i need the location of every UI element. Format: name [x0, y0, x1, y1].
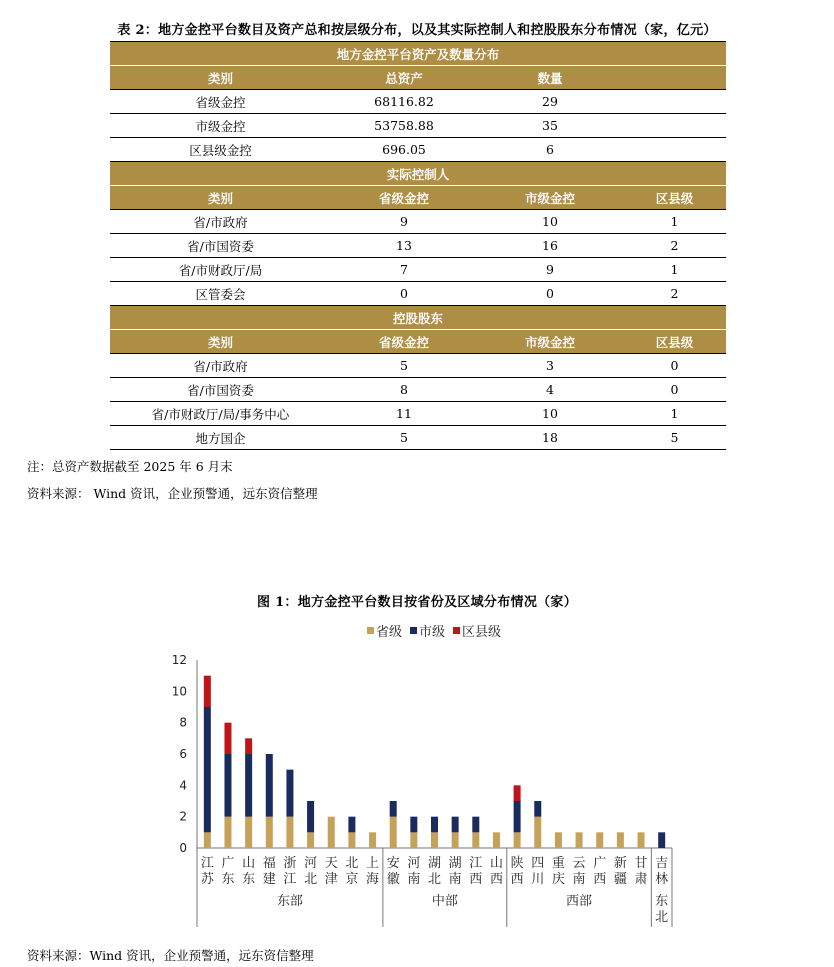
table-caption: 表 2：地方金控平台数目及资产总和按层级分布，以及其实际控制人和控股股东分布情况（家，亿元）: [117, 23, 717, 38]
column-header: 类别: [110, 66, 331, 90]
table-cell: 18: [477, 426, 623, 450]
x-tick-label: 北京: [345, 856, 359, 887]
table-row: [110, 378, 726, 402]
table-cell: 0: [331, 282, 477, 306]
header-row: [110, 186, 726, 210]
bar-segment: [617, 832, 624, 848]
table-cell: 9: [331, 210, 477, 234]
table-cell: 省/市国资委: [110, 378, 331, 402]
x-tick-label: 甘肃: [634, 856, 648, 887]
legend-label: 市级: [419, 625, 446, 640]
column-header-empty: [623, 66, 726, 90]
bar-segment: [452, 817, 459, 833]
section-title-row: [110, 306, 726, 330]
table-cell: 3: [477, 354, 623, 378]
x-tick-label: 河北: [304, 856, 318, 887]
table-cell: 10: [477, 402, 623, 426]
header-row: [110, 66, 726, 90]
bar-segment: [514, 832, 521, 848]
table-cell: 2: [623, 282, 726, 306]
column-header: 数量: [477, 66, 623, 90]
bar-segment: [596, 832, 603, 848]
table-cell: 1: [623, 258, 726, 282]
x-tick-label: 四川: [531, 856, 545, 887]
table-row: [110, 138, 726, 162]
bar-segment: [576, 832, 583, 848]
bar-segment: [204, 832, 211, 848]
asset-distribution-table: [110, 41, 726, 450]
bar-segment: [266, 817, 273, 848]
x-tick-label: 天津: [324, 856, 338, 887]
bar-segment: [390, 817, 397, 848]
stacked-bar-chart: [0, 615, 834, 935]
table-cell: 10: [477, 210, 623, 234]
figure-source: 资料来源：Wind 资讯，企业预警通，远东资信整理: [27, 948, 314, 963]
x-tick-label: 福建: [262, 856, 276, 887]
y-tick-label: 8: [179, 715, 187, 730]
bar-segment: [472, 817, 479, 833]
bar-segment: [431, 832, 438, 848]
table-source: 资料来源： Wind 资讯，企业预警通，远东资信整理: [27, 486, 318, 501]
table-row: [110, 402, 726, 426]
bar-segment: [245, 754, 252, 817]
table-cell: 68116.82: [331, 90, 477, 114]
x-tick-label: 安徽: [386, 856, 400, 887]
x-tick-label: 湖南: [448, 856, 462, 887]
table-row: [110, 210, 726, 234]
y-tick-label: 0: [179, 841, 187, 855]
bar-segment: [245, 817, 252, 848]
table-cell: 省/市财政厅/局/事务中心: [110, 402, 331, 426]
table-cell: 0: [623, 354, 726, 378]
bar-segment: [514, 785, 521, 801]
y-tick-label: 12: [171, 653, 187, 667]
column-header: 市级金控: [477, 186, 623, 210]
column-header: 区县级: [623, 186, 726, 210]
table-cell-empty: [623, 114, 726, 138]
table-cell: 省级金控: [110, 90, 331, 114]
table-cell: 11: [331, 402, 477, 426]
region-label: 西部: [566, 894, 593, 909]
column-header: 类别: [110, 330, 331, 354]
table-cell: 1: [623, 402, 726, 426]
bar-segment: [204, 676, 211, 707]
table-note: 注：总资产数据截至 2025 年 6 月末: [27, 459, 233, 474]
table-cell-empty: [623, 90, 726, 114]
bar-segment: [204, 707, 211, 832]
table-row: [110, 354, 726, 378]
table-cell: 地方国企: [110, 426, 331, 450]
table-cell: 市级金控: [110, 114, 331, 138]
section-title: 地方金控平台资产及数量分布: [110, 42, 726, 66]
bar-segment: [224, 817, 231, 848]
column-header: 区县级: [623, 330, 726, 354]
table-cell: 省/市政府: [110, 354, 331, 378]
bar-segment: [638, 832, 645, 848]
region-label: 东部: [276, 894, 303, 909]
bar-segment: [410, 817, 417, 833]
table-cell: 0: [477, 282, 623, 306]
bar-segment: [245, 738, 252, 754]
legend-swatch: [453, 627, 460, 634]
table-row: [110, 90, 726, 114]
table-cell: 1: [623, 210, 726, 234]
bar-segment: [348, 817, 355, 833]
x-tick-label: 浙江: [283, 856, 297, 887]
bar-segment: [286, 817, 293, 848]
legend-label: 区县级: [462, 625, 502, 640]
table-cell: 省/市国资委: [110, 234, 331, 258]
bar-segment: [555, 832, 562, 848]
bar-segment: [410, 832, 417, 848]
bar-segment: [658, 832, 665, 848]
table-cell: 29: [477, 90, 623, 114]
y-tick-label: 10: [171, 684, 187, 699]
column-header: 总资产: [331, 66, 477, 90]
y-tick-label: 4: [179, 778, 187, 793]
bar-segment: [266, 754, 273, 817]
bar-segment: [328, 817, 335, 848]
table-cell: 6: [477, 138, 623, 162]
figure-caption: 图 1：地方金控平台数目按省份及区域分布情况（家）: [256, 595, 578, 610]
bar-segment: [534, 801, 541, 817]
x-tick-label: 山西: [489, 856, 503, 887]
column-header: 省级金控: [331, 186, 477, 210]
section-title-row: [110, 42, 726, 66]
table-cell: 13: [331, 234, 477, 258]
bar-segment: [472, 832, 479, 848]
bar-segment: [369, 832, 376, 848]
table-cell: 2: [623, 234, 726, 258]
table-row: [110, 234, 726, 258]
bar-segment: [452, 832, 459, 848]
table-row: [110, 258, 726, 282]
table-cell: 696.05: [331, 138, 477, 162]
table-cell: 0: [623, 378, 726, 402]
x-tick-label: 云南: [572, 856, 586, 887]
table-cell: 省/市政府: [110, 210, 331, 234]
column-header: 类别: [110, 186, 331, 210]
bar-segment: [514, 801, 521, 832]
bar-segment: [224, 754, 231, 817]
table-cell: 35: [477, 114, 623, 138]
legend-label: 省级: [376, 625, 403, 640]
bar-segment: [307, 832, 314, 848]
x-tick-label: 江苏: [200, 856, 214, 887]
bar-segment: [431, 817, 438, 833]
section-title: 控股股东: [110, 306, 726, 330]
x-tick-label: 吉林: [655, 856, 669, 887]
region-label: 中部: [431, 894, 458, 909]
column-header: 市级金控: [477, 330, 623, 354]
x-tick-label: 重庆: [551, 856, 565, 887]
table-row: [110, 282, 726, 306]
y-tick-label: 6: [179, 747, 187, 761]
bar-segment: [286, 770, 293, 817]
bar-segment: [390, 801, 397, 817]
legend-swatch: [410, 627, 417, 634]
table-row: [110, 426, 726, 450]
x-tick-label: 广西: [593, 856, 607, 887]
legend-swatch: [367, 627, 374, 634]
table-cell-empty: [623, 138, 726, 162]
region-label: 东北: [655, 894, 669, 925]
table-cell: 区县级金控: [110, 138, 331, 162]
bar-segment: [348, 832, 355, 848]
table-cell: 5: [623, 426, 726, 450]
section-title: 实际控制人: [110, 162, 726, 186]
table-cell: 8: [331, 378, 477, 402]
x-tick-label: 陕西: [510, 856, 524, 887]
bar-segment: [224, 723, 231, 754]
table-cell: 区管委会: [110, 282, 331, 306]
section-title-row: [110, 162, 726, 186]
x-tick-label: 上海: [366, 856, 380, 887]
table-cell: 16: [477, 234, 623, 258]
table-cell: 9: [477, 258, 623, 282]
x-tick-label: 河南: [407, 856, 421, 887]
x-tick-label: 广东: [221, 856, 235, 887]
bar-segment: [534, 817, 541, 848]
table-row: [110, 114, 726, 138]
table-cell: 5: [331, 426, 477, 450]
table-cell: 省/市财政厅/局: [110, 258, 331, 282]
y-tick-label: 2: [179, 809, 187, 824]
header-row: [110, 330, 726, 354]
table-cell: 7: [331, 258, 477, 282]
column-header: 省级金控: [331, 330, 477, 354]
x-tick-label: 山东: [242, 856, 256, 887]
bar-segment: [307, 801, 314, 832]
x-tick-label: 湖北: [427, 856, 442, 887]
table-cell: 53758.88: [331, 114, 477, 138]
table-cell: 4: [477, 378, 623, 402]
x-tick-label: 新疆: [613, 856, 627, 887]
table-cell: 5: [331, 354, 477, 378]
x-tick-label: 江西: [469, 856, 483, 887]
bar-segment: [493, 832, 500, 848]
